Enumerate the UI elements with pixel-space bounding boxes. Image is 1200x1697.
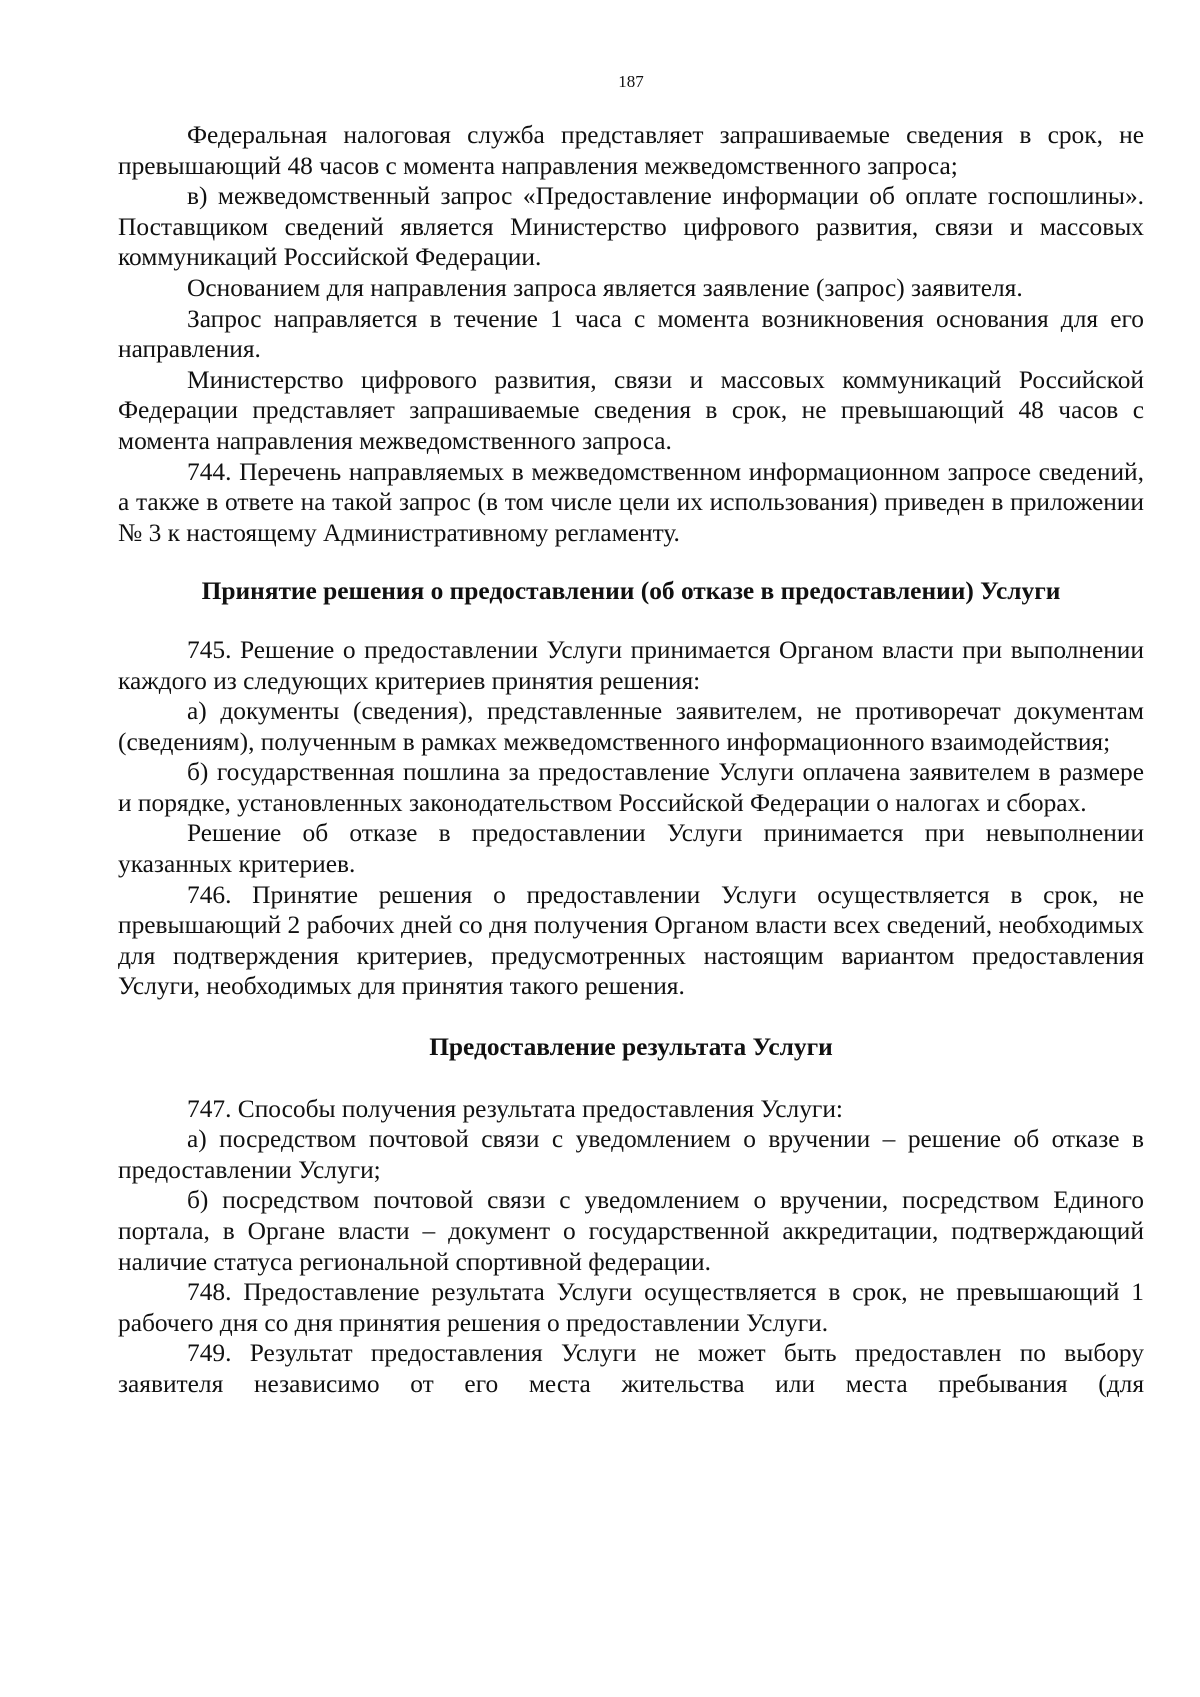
paragraph: 746. Принятие решения о предоставлении Услуги осуществляется в срок, не превышающий 2 рабочих дней со дня получения Органом власти всех сведений, необходимых для подтверждения критериев, предусмотренных настоящим вариантом предоставления Услуги, необходимых для принятия такого решения. — [118, 880, 1144, 1001]
paragraph: 744. Перечень направляемых в межведомственном информационном запросе сведений, а также в ответе на такой запрос (в том числе цели их использования) приведен в приложении № 3 к настоящему Административному регламенту. — [118, 457, 1144, 547]
paragraph: 749. Результат предоставления Услуги не может быть предоставлен по выбору заявителя независимо от его места жительства или места пребывания (для — [118, 1339, 1144, 1398]
paragraph: Запрос направляется в течение 1 часа с момента возникновения основания для его направления. — [118, 304, 1144, 364]
paragraph: б) посредством почтовой связи с уведомлением о вручении, посредством Единого портала, в Органе власти – документ о государственной аккредитации, подтверждающий наличие статуса региональной спортивной федерации. — [118, 1186, 1144, 1276]
paragraph: в) межведомственный запрос «Предоставление информации об оплате госпошлины». Поставщиком сведений является Министерство цифрового развития, связи и массовых коммуникаций Российской Федерации. — [118, 182, 1144, 272]
paragraph: б) государственная пошлина за предоставление Услуги оплачена заявителем в размере и порядке, установленных законодательством Российской Федерации о налогах и сборах. — [118, 758, 1144, 817]
paragraph: Министерство цифрового развития, связи и массовых коммуникаций Российской Федерации представляет запрашиваемые сведения в срок, не превышающий 48 часов с момента направления межведомственного запроса. — [118, 365, 1144, 455]
paragraph: 745. Решение о предоставлении Услуги принимается Органом власти при выполнении каждого из следующих критериев принятия решения: — [118, 635, 1144, 695]
paragraph: 748. Предоставление результата Услуги осуществляется в срок, не превышающий 1 рабочего дня со дня принятия решения о предоставлении Услуги. — [118, 1278, 1144, 1337]
paragraph: а) документы (сведения), представленные заявителем, не противоречат документам (сведениям), полученным в рамках межведомственного информационного взаимодействия; — [118, 697, 1144, 756]
section-heading: Принятие решения о предоставлении (об отказе в предоставлении) Услуги — [201, 577, 1061, 606]
paragraph: Решение об отказе в предоставлении Услуги принимается при невыполнении указанных критериев. — [118, 819, 1144, 879]
paragraph: Федеральная налоговая служба представляет запрашиваемые сведения в срок, не превышающий 48 часов с момента направления межведомственного запроса; — [118, 121, 1144, 180]
document-body — [118, 120, 1144, 1400]
section-heading: Предоставление результата Услуги — [429, 1033, 833, 1062]
page-number: 187 — [618, 72, 644, 91]
paragraph: Основанием для направления запроса является заявление (запрос) заявителя. — [187, 273, 1023, 302]
paragraph: а) посредством почтовой связи с уведомлением о вручении – решение об отказе в предоставлении Услуги; — [118, 1125, 1144, 1184]
paragraph: 747. Способы получения результата предоставления Услуги: — [187, 1094, 843, 1123]
